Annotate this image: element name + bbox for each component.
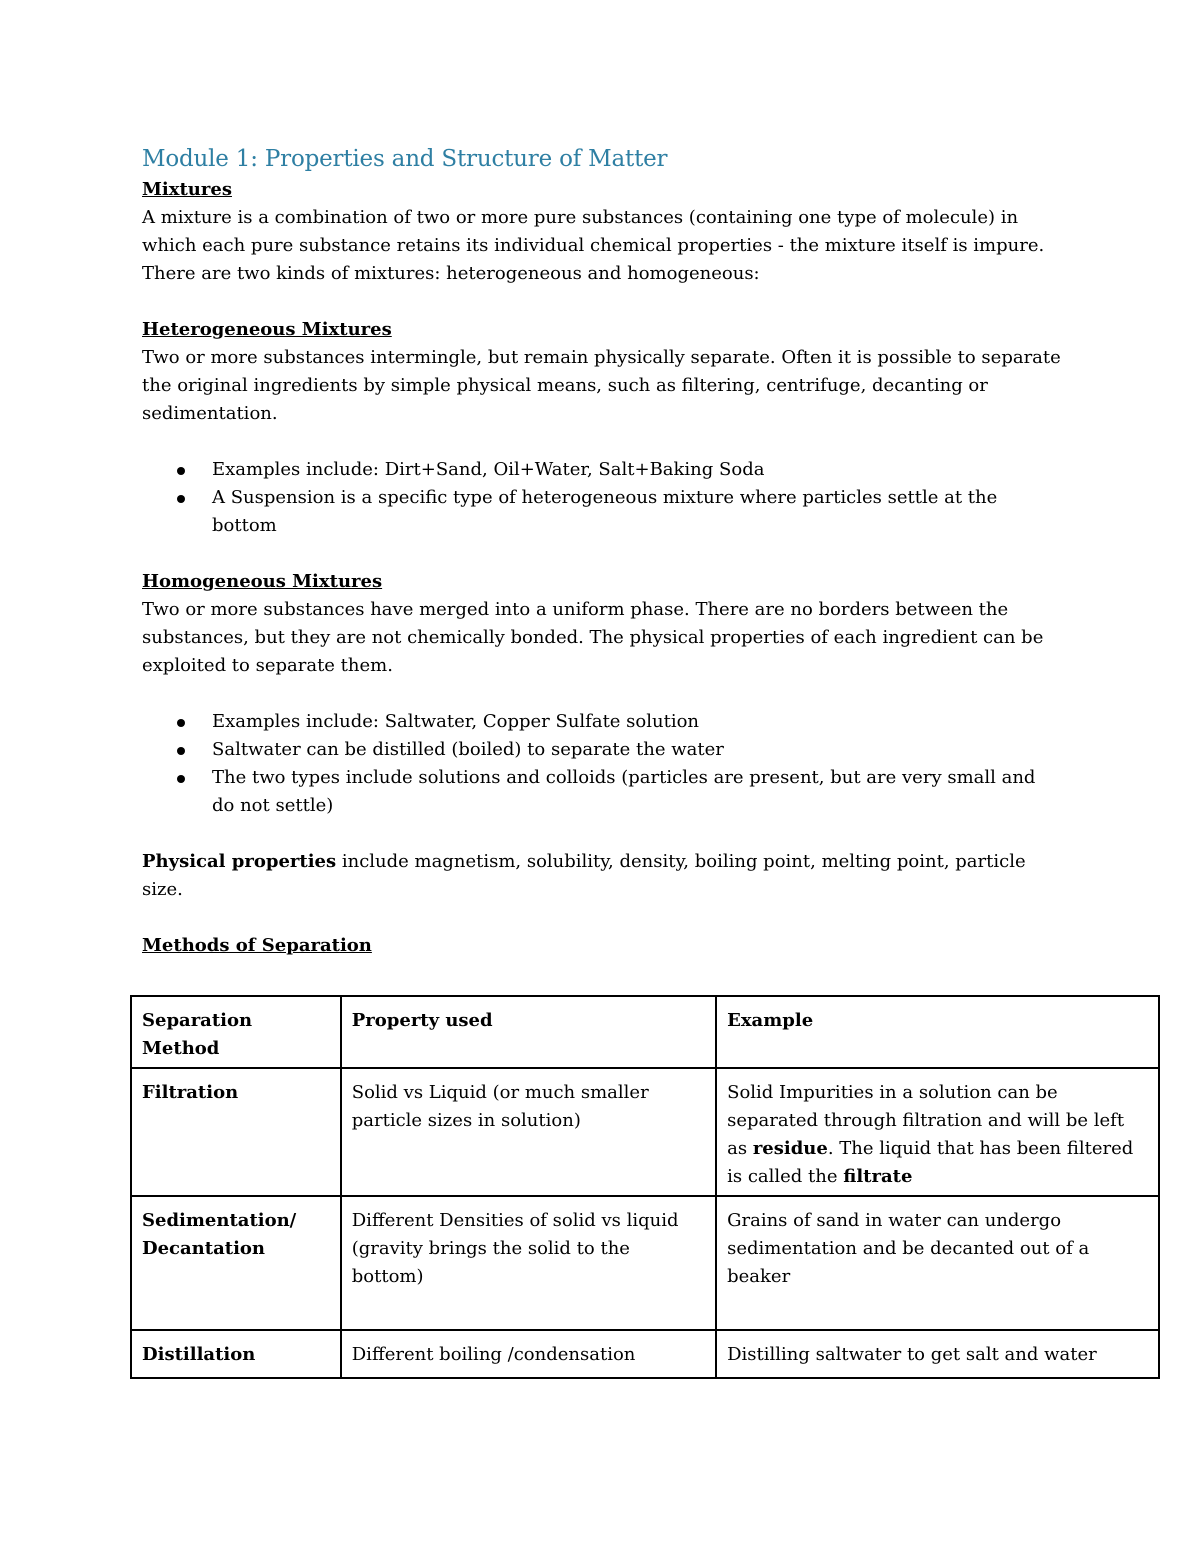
spacer (142, 820, 1162, 848)
list-item-text: The two types include solutions and colloids (particles are present, but are very small and do not settle) (212, 767, 1036, 816)
example-cell: Distilling saltwater to get salt and water (716, 1330, 1159, 1378)
bullet-icon (177, 719, 185, 727)
bullet-icon (177, 467, 185, 475)
spacer (142, 288, 1162, 316)
mixtures-heading: Mixtures (142, 179, 232, 200)
list-item (142, 484, 1052, 540)
property-cell: Solid vs Liquid (or much smaller particle sizes in solution) (341, 1068, 716, 1196)
table-row (131, 1330, 1159, 1378)
table-header-cell: Example (716, 996, 1159, 1068)
property-note: (gravity brings the solid to the bottom) (351, 1238, 630, 1287)
list-item-text: Examples include: Dirt+Sand, Oil+Water, Salt+Baking Soda (212, 459, 765, 480)
document-page (142, 142, 1162, 960)
list-item (142, 708, 1052, 736)
list-item-text: Saltwater can be distilled (boiled) to separate the water (212, 739, 724, 760)
method-cell: Filtration (131, 1068, 341, 1196)
spacer (142, 428, 1162, 456)
spacer (142, 680, 1162, 708)
table-header-cell: Separation Method (131, 996, 341, 1068)
example-term-filtrate: filtrate (843, 1166, 913, 1187)
property-text: Different Densities of solid vs liquid (351, 1210, 679, 1231)
list-item-text: A Suspension is a specific type of heterogeneous mixture where particles settle at the bottom (212, 487, 998, 536)
heterogeneous-paragraph: Two or more substances intermingle, but remain physically separate. Often it is possible to separate the original ingredients by simple physical means, such as filtering, centrifuge, decanting or sedimentation. (142, 347, 1061, 424)
property-cell: Different boiling /condensation (341, 1330, 716, 1378)
bullet-icon (177, 775, 185, 783)
heterogeneous-bullet-list (142, 456, 1162, 540)
bullet-icon (177, 747, 185, 755)
table-header-row (131, 996, 1159, 1068)
spacer (142, 540, 1162, 568)
physical-properties-term: Physical properties (142, 851, 337, 872)
mixtures-paragraph: A mixture is a combination of two or more pure substances (containing one type of molecule) in which each pure substance retains its individual chemical properties - the mixture itself is impure. There are two kinds of mixtures: heterogeneous and homogeneous: (142, 207, 1045, 284)
bullet-icon (177, 495, 185, 503)
homogeneous-heading: Homogeneous Mixtures (142, 571, 383, 592)
example-cell: Grains of sand in water can undergo sedimentation and be decanted out of a beaker (716, 1196, 1159, 1330)
physical-properties-paragraph (142, 848, 1062, 904)
separation-methods-table (130, 995, 1160, 1379)
list-item (142, 736, 1052, 764)
homogeneous-bullet-list (142, 708, 1162, 820)
property-cell (341, 1196, 716, 1330)
list-item (142, 764, 1052, 820)
list-item-text: Examples include: Saltwater, Copper Sulfate solution (212, 711, 700, 732)
methods-heading: Methods of Separation (142, 935, 372, 956)
homogeneous-paragraph: Two or more substances have merged into a uniform phase. There are no borders between the substances, but they are not chemically bonded. The physical properties of each ingredient can be exploited to separate them. (142, 599, 1044, 676)
example-cell (716, 1068, 1159, 1196)
physical-properties-text: include magnetism, solubility, density, boiling point, melting point, particle size. (142, 851, 1026, 900)
page-title: Module 1: Properties and Structure of Matter (142, 146, 668, 172)
method-cell: Sedimentation/ Decantation (131, 1196, 341, 1330)
list-item (142, 456, 1052, 484)
example-text: Solid Impurities in a solution can be separated through filtration and will be left as (727, 1082, 1125, 1159)
example-term-residue: residue (752, 1138, 828, 1159)
spacer (142, 904, 1162, 932)
table-header-cell: Property used (341, 996, 716, 1068)
heterogeneous-heading: Heterogeneous Mixtures (142, 319, 392, 340)
example-text: . The liquid that has been filtered is called the (727, 1138, 1134, 1187)
table-row (131, 1068, 1159, 1196)
table-row (131, 1196, 1159, 1330)
method-cell: Distillation (131, 1330, 341, 1378)
